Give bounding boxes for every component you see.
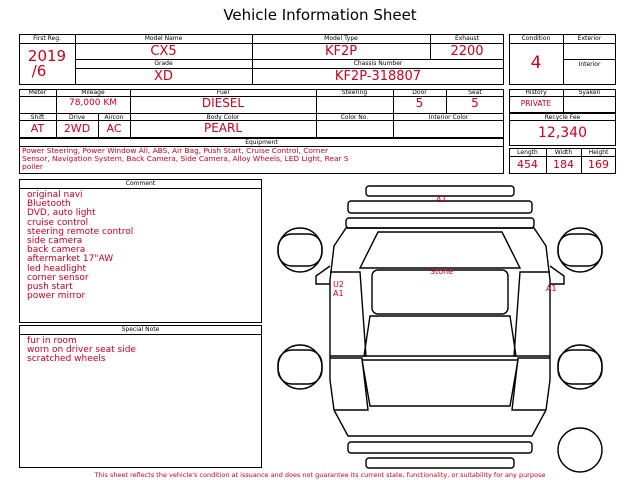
comment-label: Comment <box>125 180 156 187</box>
equipment-line-2: Sensor, Navigation System, Back Camera, Side Camera, Alloy Wheels, LED Light, Rear S <box>22 154 349 163</box>
aircon-value: AC <box>106 122 122 135</box>
list-item: DVD, auto light <box>27 208 96 219</box>
mileage-label: Mileage <box>81 89 105 96</box>
syaken-label: Syaken <box>578 89 601 96</box>
model-type-label: Model Type <box>324 35 358 42</box>
list-item: original navi <box>27 190 83 200</box>
first-reg-year: 2019 <box>27 47 67 65</box>
list-item: corner sensor <box>27 272 89 283</box>
grade-label: Grade <box>154 60 173 67</box>
list-item: steering remote control <box>27 226 134 237</box>
special-note-list <box>27 337 136 365</box>
condition-value: 4 <box>530 53 542 73</box>
recycle-fee-label: Recycle Fee <box>544 114 581 121</box>
seat-label: Seat <box>468 89 482 96</box>
first-reg-label: First Reg. <box>33 35 61 42</box>
drive-label: Drive <box>69 114 85 121</box>
list-item: cruise control <box>27 217 89 228</box>
list-item: fur in room <box>27 336 77 346</box>
model-type-value: KF2P <box>324 44 358 59</box>
steering-label: Steering <box>341 89 368 96</box>
model-name-label: Model Name <box>144 35 183 42</box>
history-value: PRIVATE <box>520 99 552 108</box>
mileage-value: 78,000 KM <box>68 98 118 108</box>
shift-value: AT <box>30 122 45 135</box>
exterior-label: Exterior <box>577 35 602 42</box>
chassis-number-value: KF2P-318807 <box>334 69 422 84</box>
drive-value: 2WD <box>63 122 91 135</box>
door-value: 5 <box>415 96 424 110</box>
diagram-mark-front: A1 <box>436 195 447 204</box>
interior-color-label: Interior Color <box>428 114 469 121</box>
list-item: Bluetooth <box>27 199 71 210</box>
list-item: aftermarket 17"AW <box>27 254 114 265</box>
diagram-mark-roof: Stone <box>430 267 454 276</box>
list-item: side camera <box>27 236 83 247</box>
body-color-value: PEARL <box>203 121 243 135</box>
list-item: scratched wheels <box>27 354 106 365</box>
color-no-label: Color No. <box>340 114 369 121</box>
list-item: led headlight <box>27 263 87 274</box>
first-reg-month: /6 <box>31 62 47 80</box>
body-color-label: Body Color <box>206 114 240 121</box>
width-label: Width <box>554 149 573 156</box>
chassis-number-label: Chassis Number <box>353 60 403 67</box>
list-item: power mirror <box>27 291 86 302</box>
comment-list <box>27 191 133 301</box>
equipment-label: Equipment <box>245 139 278 146</box>
fuel-label: Fuel <box>216 89 230 96</box>
length-value: 454 <box>517 158 538 171</box>
diagram-mark-left-2: A1 <box>333 289 344 298</box>
width-value: 184 <box>553 158 574 171</box>
disclaimer-footer: This sheet reflects the vehicle's condition at issuance and does not guarantee its current state, functionality, or suitability for any purpose <box>94 471 546 479</box>
shift-label: Shift <box>30 114 45 121</box>
interior-label: Interior <box>578 61 601 68</box>
seat-value: 5 <box>471 96 479 110</box>
door-label: Door <box>412 89 427 96</box>
diagram-mark-right: A1 <box>546 284 557 293</box>
equipment-line-3: poiler <box>22 162 43 171</box>
list-item: worn on driver seat side <box>27 345 136 356</box>
exhaust-label: Exhaust <box>454 35 480 42</box>
aircon-label: Aircon <box>104 114 124 121</box>
fuel-value: DIESEL <box>201 96 245 110</box>
special-note-label: Special Note <box>121 326 160 333</box>
height-value: 169 <box>588 158 609 171</box>
meter-label: Meter <box>28 89 47 96</box>
height-label: Height <box>588 149 609 156</box>
equipment-line-1: Power Steering, Power Window All, ABS, Air Bag, Push Start, Cruise Control, Corner <box>22 146 329 155</box>
grade-value: XD <box>154 69 173 84</box>
list-item: back camera <box>27 245 86 256</box>
condition-label: Condition <box>521 35 551 42</box>
model-name-value: CX5 <box>150 44 177 59</box>
exhaust-value: 2200 <box>450 44 484 59</box>
page-title: Vehicle Information Sheet <box>223 6 417 24</box>
length-label: Length <box>517 149 538 156</box>
history-label: History <box>525 89 547 96</box>
car-damage-diagram <box>270 180 620 480</box>
recycle-fee-value: 12,340 <box>538 125 587 141</box>
diagram-mark-left-1: U2 <box>333 280 344 289</box>
list-item: push start <box>27 282 73 293</box>
